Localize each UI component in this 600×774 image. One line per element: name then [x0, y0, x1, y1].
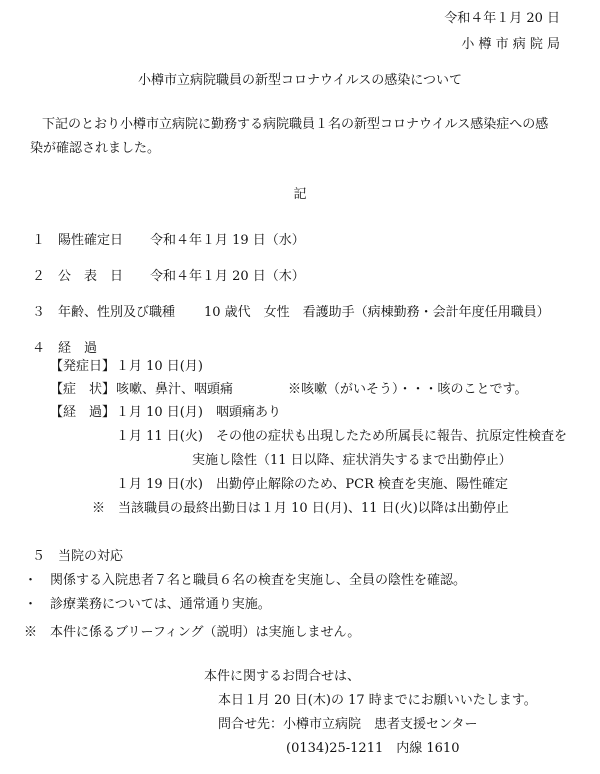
contact-office: 問合せ先：小樽市立病院 患者支援センター	[218, 717, 478, 732]
issuer-organization: 小 樽 市 病 院 局	[461, 37, 560, 52]
response-bullet-1: ・ 関係する入院患者７名と職員６名の検査を実施し、全員の陰性を確認。	[24, 573, 467, 588]
item-4-number: ４	[32, 341, 46, 356]
issue-date: 令和４年１月 20 日	[444, 11, 560, 26]
item-3-value: 10 歳代 女性 看護助手（病棟勤務・会計年度任用職員）	[204, 305, 550, 320]
item-2-value: 令和４年１月 20 日（木）	[150, 269, 305, 284]
progress-note: ※ 当該職員の最終出勤日は１月 10 日(月)、11 日(火)以降は出勤停止	[92, 501, 509, 516]
briefing-notice: ※ 本件に係るブリーフィング（説明）は実施しません。	[24, 625, 361, 640]
progress-entry-2-line-1: １月 11 日(火) その他の症状も出現したため所属長に報告、抗原定性検査を	[116, 429, 567, 444]
progress-entry-3: １月 19 日(水) 出勤停止解除のため、PCR 検査を実施、陽性確定	[116, 477, 509, 492]
onset-tag: 【発症日】	[50, 359, 116, 374]
item-1-label: 陽性確定日	[58, 233, 124, 248]
item-1-value: 令和４年１月 19 日（水）	[150, 233, 305, 248]
item-4-label: 経 過	[58, 341, 98, 356]
contact-phone: (0134)25-1211 内線 1610	[286, 741, 460, 756]
response-bullet-2: ・ 診療業務については、通常通り実施。	[24, 597, 271, 612]
progress-entry-1: １月 10 日(月) 咽頭痛あり	[116, 405, 281, 420]
symptoms-text: 咳嗽、鼻汁、咽頭痛	[116, 382, 234, 397]
item-1-number: １	[32, 233, 46, 248]
progress-entry-2-line-2: 実施し陰性（11 日以降、症状消失するまで出勤停止）	[192, 453, 512, 468]
item-3-number: ３	[32, 305, 46, 320]
item-3-label: 年齢、性別及び職種	[58, 305, 176, 320]
response-heading: ５ 当院の対応	[32, 549, 124, 564]
symptoms-tag: 【症 状】	[50, 382, 116, 397]
symptoms-note: ※咳嗽（がいそう）・・・咳のことです。	[288, 382, 528, 397]
progress-tag: 【経 過】	[50, 405, 116, 420]
contact-intro: 本件に関するお問合せは、	[204, 669, 361, 684]
intro-line-2: 染が確認されました。	[30, 141, 161, 156]
document-title: 小樽市立病院職員の新型コロナウイルスの感染について	[138, 73, 462, 88]
item-2-label: 公 表 日	[58, 269, 124, 284]
ki-heading: 記	[293, 187, 307, 202]
onset-date: １月 10 日(月)	[116, 359, 203, 374]
item-2-number: ２	[32, 269, 46, 284]
contact-deadline: 本日１月 20 日(木)の 17 時までにお願いいたします。	[218, 693, 537, 708]
intro-line-1: 下記のとおり小樽市立病院に勤務する病院職員１名の新型コロナウイルス感染症への感	[42, 117, 549, 132]
